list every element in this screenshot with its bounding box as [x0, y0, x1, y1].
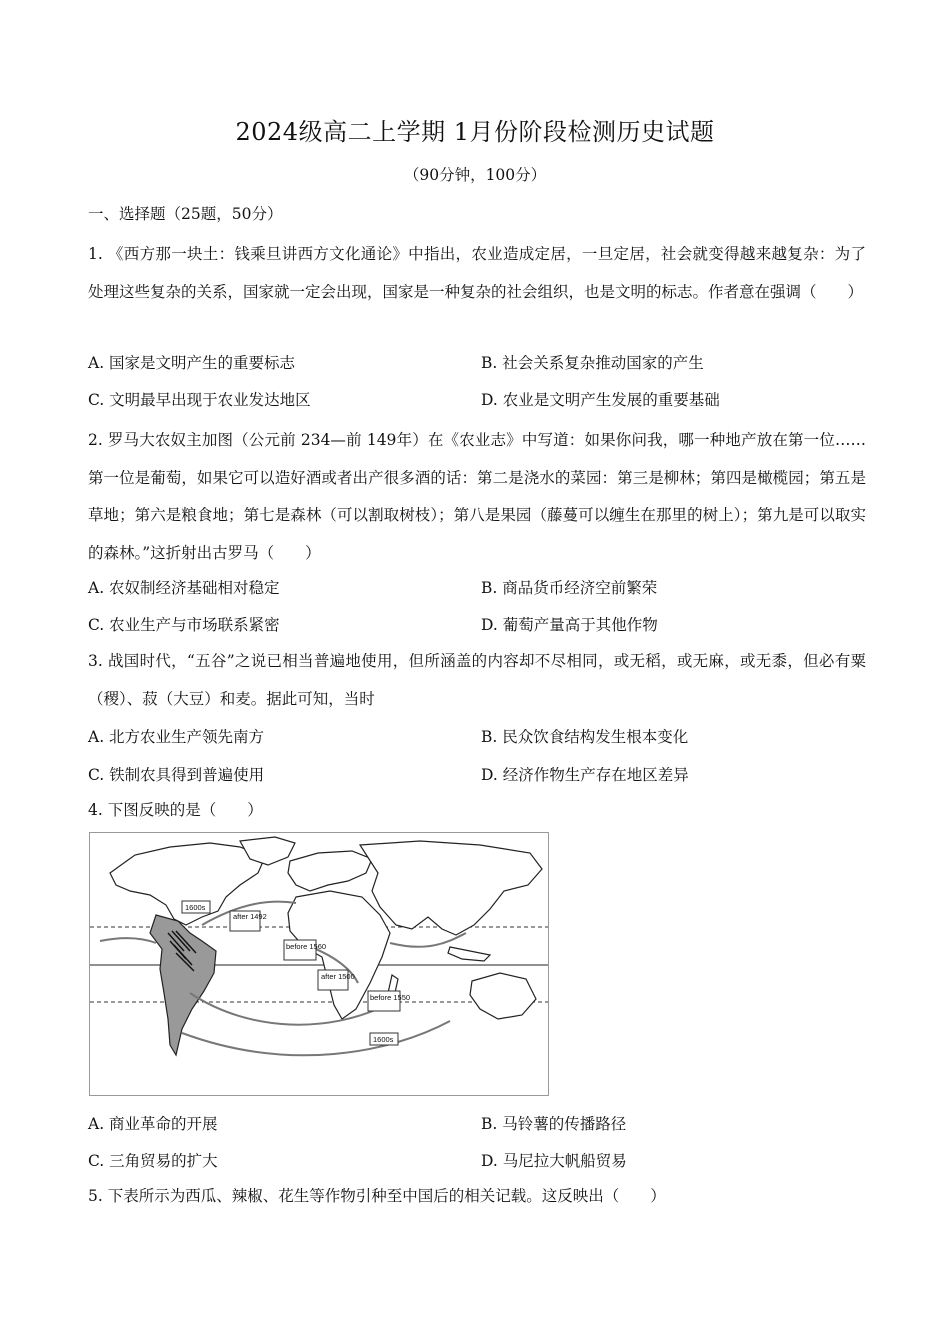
question-1-stem: 1. 《西方那一块土：钱乘旦讲西方文化通论》中指出，农业造成定居，一旦定居，社会就变得越来越复杂：为了处理这些复杂的关系，国家就一定会出现，国家是一种复杂的社会组织，也是文明的标志。作者意在强调（ ） — [88, 245, 866, 301]
section-heading: 一、选择题（25题，50分） — [88, 205, 283, 223]
map-label-after-1500: after 1500 — [321, 972, 355, 981]
question-1-option-b[interactable]: B. 社会关系复杂推动国家的产生 — [481, 354, 704, 372]
question-2-option-a[interactable]: A. 农奴制经济基础相对稳定 — [88, 579, 280, 597]
question-1-option-a[interactable]: A. 国家是文明产生的重要标志 — [88, 354, 296, 372]
europe-shape — [288, 851, 372, 891]
question-1-option-c[interactable]: C. 文明最早出现于农业发达地区 — [88, 391, 311, 409]
asia-shape — [360, 841, 542, 935]
world-map-figure — [89, 832, 549, 1096]
question-1-option-d[interactable]: D. 农业是文明产生发展的重要基础 — [481, 391, 720, 409]
map-label-after-1492: after 1492 — [233, 912, 267, 921]
question-4-option-b[interactable]: B. 马铃薯的传播路径 — [481, 1115, 627, 1133]
question-4-option-a[interactable]: A. 商业革命的开展 — [88, 1115, 218, 1133]
map-label-before-1550: before 1550 — [370, 993, 411, 1002]
question-3-option-d[interactable]: D. 经济作物生产存在地区差异 — [481, 766, 689, 784]
exam-title: 2024级高二上学期 1月份阶段检测历史试题 — [235, 118, 715, 146]
question-3-option-a[interactable]: A. 北方农业生产领先南方 — [88, 728, 265, 746]
question-4-stem: 4. 下图反映的是（ ） — [88, 801, 263, 819]
question-2-stem: 2. 罗马大农奴主加图（公元前 234—前 149年）在《农业志》中写道：如果你问我，哪一种地产放在第一位……第一位是葡萄，如果它可以造好酒或者出产很多酒的话：第二是浇水的菜园：第三是柳林；第四是橄榄园；第五是草地；第六是粮食地；第七是森林（可以割取树枝）；第八是果园（藤蔓可以缠生在那里的树上）；第九是可以取实的森林。”这折射出古罗马（ ） — [88, 431, 866, 562]
indonesia-shape — [448, 947, 490, 961]
question-4-option-c[interactable]: C. 三角贸易的扩大 — [88, 1152, 218, 1170]
exam-subtitle: （90分钟，100分） — [403, 166, 547, 184]
question-3-option-b[interactable]: B. 民众饮食结构发生根本变化 — [481, 728, 689, 746]
question-2-option-c[interactable]: C. 农业生产与市场联系紧密 — [88, 616, 280, 634]
map-label-1600s-south: 1600s — [373, 1035, 394, 1044]
question-3-stem: 3. 战国时代，“五谷”之说已相当普遍地使用，但所涵盖的内容却不尽相同，或无稻，或无麻，或无黍，但必有粟（稷）、菽（大豆）和麦。据此可知，当时 — [88, 652, 866, 708]
question-2-option-d[interactable]: D. 葡萄产量高于其他作物 — [481, 616, 658, 634]
map-label-before-1560: before 1560 — [286, 942, 327, 951]
map-label-1600s-north: 1600s — [185, 903, 206, 912]
question-4-option-d[interactable]: D. 马尼拉大帆船贸易 — [481, 1152, 627, 1170]
question-2-option-b[interactable]: B. 商品货币经济空前繁荣 — [481, 579, 658, 597]
question-5-stem: 5. 下表所示为西瓜、辣椒、花生等作物引种至中国后的相关记载。这反映出（ ） — [88, 1187, 666, 1205]
australia-shape — [470, 973, 536, 1019]
question-3-option-c[interactable]: C. 铁制农具得到普遍使用 — [88, 766, 265, 784]
